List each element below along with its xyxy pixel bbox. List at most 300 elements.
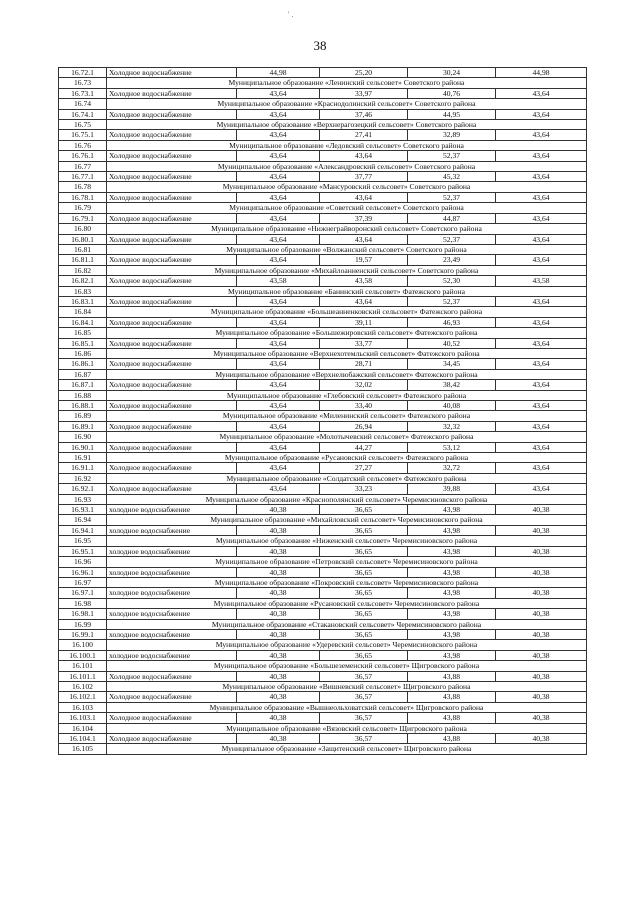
service-name: Холодное водоснабжение [107, 276, 237, 286]
value-3: 43,98 [408, 567, 496, 577]
row-code: 16.102.1 [59, 692, 107, 702]
municipality-row [59, 536, 587, 546]
value-1: 43,64 [237, 401, 320, 411]
municipality-row [59, 328, 587, 338]
value-1: 40,38 [237, 692, 320, 702]
service-name: Холодное водоснабжение [107, 68, 237, 78]
row-code: 16.91.1 [59, 463, 107, 473]
service-row [59, 505, 587, 515]
value-4: 43,64 [496, 213, 587, 223]
value-3: 40,52 [408, 338, 496, 348]
value-3: 32,32 [408, 421, 496, 431]
service-row [59, 130, 587, 140]
municipality-row [59, 640, 587, 650]
municipality-title: Муниципальное образование «Вишневский сельсовет» Щигровского района [107, 681, 587, 691]
service-name: Холодное водоснабжение [107, 401, 237, 411]
municipality-row [59, 203, 587, 213]
service-row [59, 546, 587, 556]
row-code: 16.79 [59, 203, 107, 213]
value-4: 40,38 [496, 505, 587, 515]
value-2: 19,57 [320, 255, 408, 265]
row-code: 16.94.1 [59, 525, 107, 535]
value-4: 43,64 [496, 380, 587, 390]
value-2: 28,71 [320, 359, 408, 369]
service-row [59, 525, 587, 535]
row-code: 16.92.1 [59, 484, 107, 494]
row-code: 16.96.1 [59, 567, 107, 577]
row-code: 16.84 [59, 307, 107, 317]
municipality-row [59, 78, 587, 88]
service-name: Холодное водоснабжение [107, 255, 237, 265]
row-code: 16.86.1 [59, 359, 107, 369]
value-2: 25,20 [320, 68, 408, 78]
row-code: 16.82 [59, 265, 107, 275]
municipality-title: Муниципальное образование «Большеанненковский сельсовет» Фатежского района [107, 307, 587, 317]
service-row [59, 629, 587, 639]
service-row [59, 671, 587, 681]
value-1: 40,38 [237, 588, 320, 598]
service-name: Холодное водоснабжение [107, 338, 237, 348]
service-row [59, 172, 587, 182]
municipality-row [59, 515, 587, 525]
municipality-title: Муниципальное образование «Краснодолинский сельсовет» Советского района [107, 99, 587, 109]
service-name: Холодное водоснабжение [107, 213, 237, 223]
service-name: Холодное водоснабжение [107, 671, 237, 681]
service-name: холодное водоснабжение [107, 588, 237, 598]
value-3: 43,88 [408, 692, 496, 702]
scan-mark: ' . [288, 10, 294, 19]
value-4: 40,38 [496, 588, 587, 598]
service-row [59, 484, 587, 494]
value-3: 38,42 [408, 380, 496, 390]
value-1: 40,38 [237, 505, 320, 515]
municipality-row [59, 744, 587, 754]
value-1: 43,64 [237, 192, 320, 202]
municipality-row [59, 723, 587, 733]
municipality-row [59, 494, 587, 504]
value-2: 33,77 [320, 338, 408, 348]
value-4: 43,64 [496, 401, 587, 411]
service-row [59, 192, 587, 202]
service-row [59, 213, 587, 223]
value-1: 43,64 [237, 421, 320, 431]
municipality-title: Муниципальное образование «Краснополянский сельсовет» Черемисиновского района [107, 494, 587, 504]
value-4: 43,64 [496, 109, 587, 119]
row-code: 16.103 [59, 702, 107, 712]
value-4: 43,58 [496, 276, 587, 286]
row-code: 16.78 [59, 182, 107, 192]
row-code: 16.73.1 [59, 88, 107, 98]
municipality-row [59, 286, 587, 296]
municipality-title: Муниципальное образование «Советский сельсовет» Советского района [107, 203, 587, 213]
value-2: 32,02 [320, 380, 408, 390]
row-code: 16.83.1 [59, 296, 107, 306]
service-row [59, 401, 587, 411]
row-code: 16.88 [59, 390, 107, 400]
service-name: Холодное водоснабжение [107, 109, 237, 119]
service-name: холодное водоснабжение [107, 609, 237, 619]
value-4: 43,64 [496, 338, 587, 348]
service-row [59, 276, 587, 286]
value-1: 43,64 [237, 463, 320, 473]
value-1: 43,64 [237, 172, 320, 182]
municipality-title: Муниципальное образование «Миленинский сельсовет» Фатежского района [107, 411, 587, 421]
value-4: 43,64 [496, 463, 587, 473]
value-2: 44,27 [320, 442, 408, 452]
service-name: Холодное водоснабжение [107, 442, 237, 452]
value-4: 40,38 [496, 734, 587, 744]
service-name: Холодное водоснабжение [107, 151, 237, 161]
value-2: 37,77 [320, 172, 408, 182]
value-3: 40,08 [408, 401, 496, 411]
value-3: 45,32 [408, 172, 496, 182]
municipality-row [59, 140, 587, 150]
service-row [59, 442, 587, 452]
value-4: 40,38 [496, 609, 587, 619]
row-code: 16.74.1 [59, 109, 107, 119]
row-code: 16.72.1 [59, 68, 107, 78]
municipality-title: Муниципальное образование «Банинский сельсовет» Фатежского района [107, 286, 587, 296]
row-code: 16.89 [59, 411, 107, 421]
row-code: 16.99 [59, 619, 107, 629]
value-2: 43,64 [320, 296, 408, 306]
value-1: 40,38 [237, 609, 320, 619]
value-4: 44,98 [496, 68, 587, 78]
row-code: 16.85 [59, 328, 107, 338]
row-code: 16.104 [59, 723, 107, 733]
row-code: 16.77 [59, 161, 107, 171]
value-3: 43,98 [408, 505, 496, 515]
value-1: 43,64 [237, 380, 320, 390]
row-code: 16.93 [59, 494, 107, 504]
value-4: 43,64 [496, 317, 587, 327]
row-code: 16.87.1 [59, 380, 107, 390]
value-2: 36,65 [320, 505, 408, 515]
row-code: 16.105 [59, 744, 107, 754]
page-number: 38 [313, 38, 327, 53]
service-row [59, 234, 587, 244]
service-name: Холодное водоснабжение [107, 463, 237, 473]
row-code: 16.80 [59, 224, 107, 234]
municipality-row [59, 99, 587, 109]
value-4: 43,64 [496, 484, 587, 494]
municipality-row [59, 411, 587, 421]
municipality-title: Муниципальное образование «Александровский сельсовет» Советского района [107, 161, 587, 171]
value-2: 36,57 [320, 692, 408, 702]
row-code: 16.103.1 [59, 713, 107, 723]
row-code: 16.81.1 [59, 255, 107, 265]
value-1: 43,64 [237, 338, 320, 348]
tariff-table-body [59, 68, 587, 755]
value-1: 43,64 [237, 109, 320, 119]
municipality-row [59, 473, 587, 483]
value-4: 43,64 [496, 234, 587, 244]
value-4: 43,64 [496, 172, 587, 182]
municipality-row [59, 244, 587, 254]
service-name: Холодное водоснабжение [107, 484, 237, 494]
municipality-row [59, 598, 587, 608]
value-4: 43,64 [496, 88, 587, 98]
row-code: 16.88.1 [59, 401, 107, 411]
value-2: 43,64 [320, 192, 408, 202]
value-1: 43,64 [237, 213, 320, 223]
service-row [59, 68, 587, 78]
row-code: 16.80.1 [59, 234, 107, 244]
service-row [59, 296, 587, 306]
municipality-row [59, 453, 587, 463]
value-2: 43,64 [320, 234, 408, 244]
row-code: 16.87 [59, 369, 107, 379]
service-name: Холодное водоснабжение [107, 359, 237, 369]
row-code: 16.82.1 [59, 276, 107, 286]
service-name: холодное водоснабжение [107, 567, 237, 577]
value-2: 36,57 [320, 734, 408, 744]
value-2: 26,94 [320, 421, 408, 431]
municipality-row [59, 120, 587, 130]
value-2: 37,39 [320, 213, 408, 223]
value-1: 43,64 [237, 130, 320, 140]
service-row [59, 588, 587, 598]
municipality-title: Муниципальное образование «Вязовский сельсовет» Щигровского района [107, 723, 587, 733]
value-3: 52,37 [408, 296, 496, 306]
row-code: 16.98 [59, 598, 107, 608]
municipality-title: Муниципальное образование «Большежировский сельсовет» Фатежского района [107, 328, 587, 338]
value-4: 43,64 [496, 421, 587, 431]
value-4: 43,64 [496, 130, 587, 140]
municipality-row [59, 161, 587, 171]
row-code: 16.74 [59, 99, 107, 109]
value-2: 36,65 [320, 567, 408, 577]
value-3: 30,24 [408, 68, 496, 78]
value-4: 43,64 [496, 192, 587, 202]
value-3: 43,88 [408, 713, 496, 723]
value-2: 36,57 [320, 671, 408, 681]
service-row [59, 650, 587, 660]
value-2: 36,65 [320, 525, 408, 535]
row-code: 16.101.1 [59, 671, 107, 681]
value-1: 44,98 [237, 68, 320, 78]
value-4: 40,38 [496, 546, 587, 556]
value-2: 36,65 [320, 588, 408, 598]
row-code: 16.94 [59, 515, 107, 525]
value-3: 46,93 [408, 317, 496, 327]
municipality-title: Муниципальное образование «Глебовский сельсовет» Фатежского района [107, 390, 587, 400]
value-2: 36,65 [320, 650, 408, 660]
value-1: 40,38 [237, 650, 320, 660]
municipality-row [59, 681, 587, 691]
municipality-title: Муниципальное образование «Защитенский сельсовет» Щигровского района [107, 744, 587, 754]
row-code: 16.75 [59, 120, 107, 130]
value-2: 27,27 [320, 463, 408, 473]
row-code: 16.75.1 [59, 130, 107, 140]
value-2: 36,65 [320, 609, 408, 619]
row-code: 16.85.1 [59, 338, 107, 348]
row-code: 16.95.1 [59, 546, 107, 556]
value-1: 40,38 [237, 629, 320, 639]
value-3: 23,49 [408, 255, 496, 265]
service-row [59, 463, 587, 473]
row-code: 16.93.1 [59, 505, 107, 515]
value-1: 40,38 [237, 671, 320, 681]
row-code: 16.99.1 [59, 629, 107, 639]
value-3: 40,76 [408, 88, 496, 98]
service-name: Холодное водоснабжение [107, 734, 237, 744]
value-3: 52,37 [408, 192, 496, 202]
municipality-title: Муниципальное образование «Большеземенский сельсовет» Щигровского района [107, 661, 587, 671]
municipality-title: Муниципальное образование «Верхнерагозецкий сельсовет» Советского района [107, 120, 587, 130]
municipality-row [59, 577, 587, 587]
row-code: 16.100 [59, 640, 107, 650]
service-name: Холодное водоснабжение [107, 380, 237, 390]
tariff-table [58, 67, 587, 755]
value-4: 40,38 [496, 713, 587, 723]
value-1: 43,64 [237, 255, 320, 265]
value-2: 33,23 [320, 484, 408, 494]
municipality-row [59, 307, 587, 317]
municipality-row [59, 265, 587, 275]
value-4: 40,38 [496, 525, 587, 535]
value-4: 43,64 [496, 359, 587, 369]
service-name: Холодное водоснабжение [107, 421, 237, 431]
row-code: 16.78.1 [59, 192, 107, 202]
value-4: 40,38 [496, 671, 587, 681]
value-1: 40,38 [237, 567, 320, 577]
row-code: 16.104.1 [59, 734, 107, 744]
value-1: 40,38 [237, 734, 320, 744]
municipality-title: Муниципальное образование «Вышнеольховатский сельсовет» Щигровского района [107, 702, 587, 712]
service-name: Холодное водоснабжение [107, 713, 237, 723]
value-3: 52,30 [408, 276, 496, 286]
municipality-title: Муниципальное образование «Удеревский сельсовет» Черемисиновского района [107, 640, 587, 650]
municipality-row [59, 432, 587, 442]
municipality-row [59, 702, 587, 712]
value-1: 43,64 [237, 296, 320, 306]
service-name: холодное водоснабжение [107, 650, 237, 660]
row-code: 16.96 [59, 557, 107, 567]
row-code: 16.76 [59, 140, 107, 150]
service-row [59, 380, 587, 390]
row-code: 16.97.1 [59, 588, 107, 598]
value-3: 39,88 [408, 484, 496, 494]
value-2: 39,11 [320, 317, 408, 327]
row-code: 16.86 [59, 348, 107, 358]
municipality-title: Муниципальное образование «Молотычевский сельсовет» Фатежского района [107, 432, 587, 442]
municipality-title: Муниципальное образование «Михайловский сельсовет» Черемисиновского района [107, 515, 587, 525]
value-4: 43,64 [496, 255, 587, 265]
value-3: 43,88 [408, 734, 496, 744]
municipality-title: Муниципальное образование «Волжанский сельсовет» Советского района [107, 244, 587, 254]
service-row [59, 338, 587, 348]
row-code: 16.101 [59, 661, 107, 671]
value-1: 43,64 [237, 484, 320, 494]
row-code: 16.95 [59, 536, 107, 546]
value-3: 32,72 [408, 463, 496, 473]
value-2: 37,46 [320, 109, 408, 119]
value-2: 33,97 [320, 88, 408, 98]
row-code: 16.90.1 [59, 442, 107, 452]
municipality-row [59, 390, 587, 400]
value-3: 52,37 [408, 151, 496, 161]
municipality-title: Муниципальное образование «Нижнеграйворонский сельсовет» Советского района [107, 224, 587, 234]
value-3: 43,98 [408, 609, 496, 619]
service-row [59, 567, 587, 577]
value-3: 52,37 [408, 234, 496, 244]
service-name: Холодное водоснабжение [107, 192, 237, 202]
value-4: 43,64 [496, 151, 587, 161]
value-2: 36,57 [320, 713, 408, 723]
row-code: 16.102 [59, 681, 107, 691]
value-3: 43,98 [408, 546, 496, 556]
value-3: 43,98 [408, 650, 496, 660]
service-name: Холодное водоснабжение [107, 172, 237, 182]
municipality-title: Муниципальное образование «Верхнехотемльский сельсовет» Фатежского района [107, 348, 587, 358]
value-1: 43,64 [237, 234, 320, 244]
service-row [59, 692, 587, 702]
municipality-title: Муниципальное образование «Ниженский сельсовет» Черемисиновского района [107, 536, 587, 546]
service-row [59, 713, 587, 723]
value-2: 36,65 [320, 629, 408, 639]
value-1: 40,38 [237, 546, 320, 556]
municipality-row [59, 348, 587, 358]
municipality-title: Муниципальное образование «Солдатский сельсовет» Фатежского района [107, 473, 587, 483]
value-3: 34,45 [408, 359, 496, 369]
service-row [59, 734, 587, 744]
municipality-row [59, 369, 587, 379]
row-code: 16.91 [59, 453, 107, 463]
municipality-title: Муниципальное образование «Мансуровский сельсовет» Советского района [107, 182, 587, 192]
municipality-title: Муниципальное образование «Русановский сельсовет» Фатежского района [107, 453, 587, 463]
value-1: 43,64 [237, 151, 320, 161]
row-code: 16.81 [59, 244, 107, 254]
value-1: 43,64 [237, 88, 320, 98]
municipality-row [59, 557, 587, 567]
row-code: 16.92 [59, 473, 107, 483]
municipality-row [59, 661, 587, 671]
service-name: холодное водоснабжение [107, 629, 237, 639]
row-code: 16.83 [59, 286, 107, 296]
value-4: 40,38 [496, 567, 587, 577]
value-1: 43,64 [237, 317, 320, 327]
municipality-row [59, 224, 587, 234]
value-3: 43,98 [408, 588, 496, 598]
value-3: 44,95 [408, 109, 496, 119]
service-row [59, 359, 587, 369]
service-name: Холодное водоснабжение [107, 234, 237, 244]
service-row [59, 109, 587, 119]
municipality-title: Муниципальное образование «Покровский сельсовет» Черемисиновского района [107, 577, 587, 587]
row-code: 16.77.1 [59, 172, 107, 182]
municipality-title: Муниципальное образование «Ледовский сельсовет» Советского района [107, 140, 587, 150]
value-3: 43,98 [408, 525, 496, 535]
value-4: 43,64 [496, 296, 587, 306]
service-name: Холодное водоснабжение [107, 317, 237, 327]
municipality-title: Муниципальное образование «Петровский сельсовет» Черемисиновского района [107, 557, 587, 567]
value-2: 27,41 [320, 130, 408, 140]
value-1: 43,64 [237, 442, 320, 452]
value-4: 43,64 [496, 442, 587, 452]
row-code: 16.84.1 [59, 317, 107, 327]
service-name: Холодное водоснабжение [107, 130, 237, 140]
service-name: Холодное водоснабжение [107, 692, 237, 702]
municipality-title: Муниципальное образование «Ленинский сельсовет» Советского района [107, 78, 587, 88]
service-row [59, 317, 587, 327]
service-name: Холодное водоснабжение [107, 296, 237, 306]
row-code: 16.89.1 [59, 421, 107, 431]
row-code: 16.98.1 [59, 609, 107, 619]
row-code: 16.97 [59, 577, 107, 587]
value-4: 40,38 [496, 692, 587, 702]
service-row [59, 609, 587, 619]
